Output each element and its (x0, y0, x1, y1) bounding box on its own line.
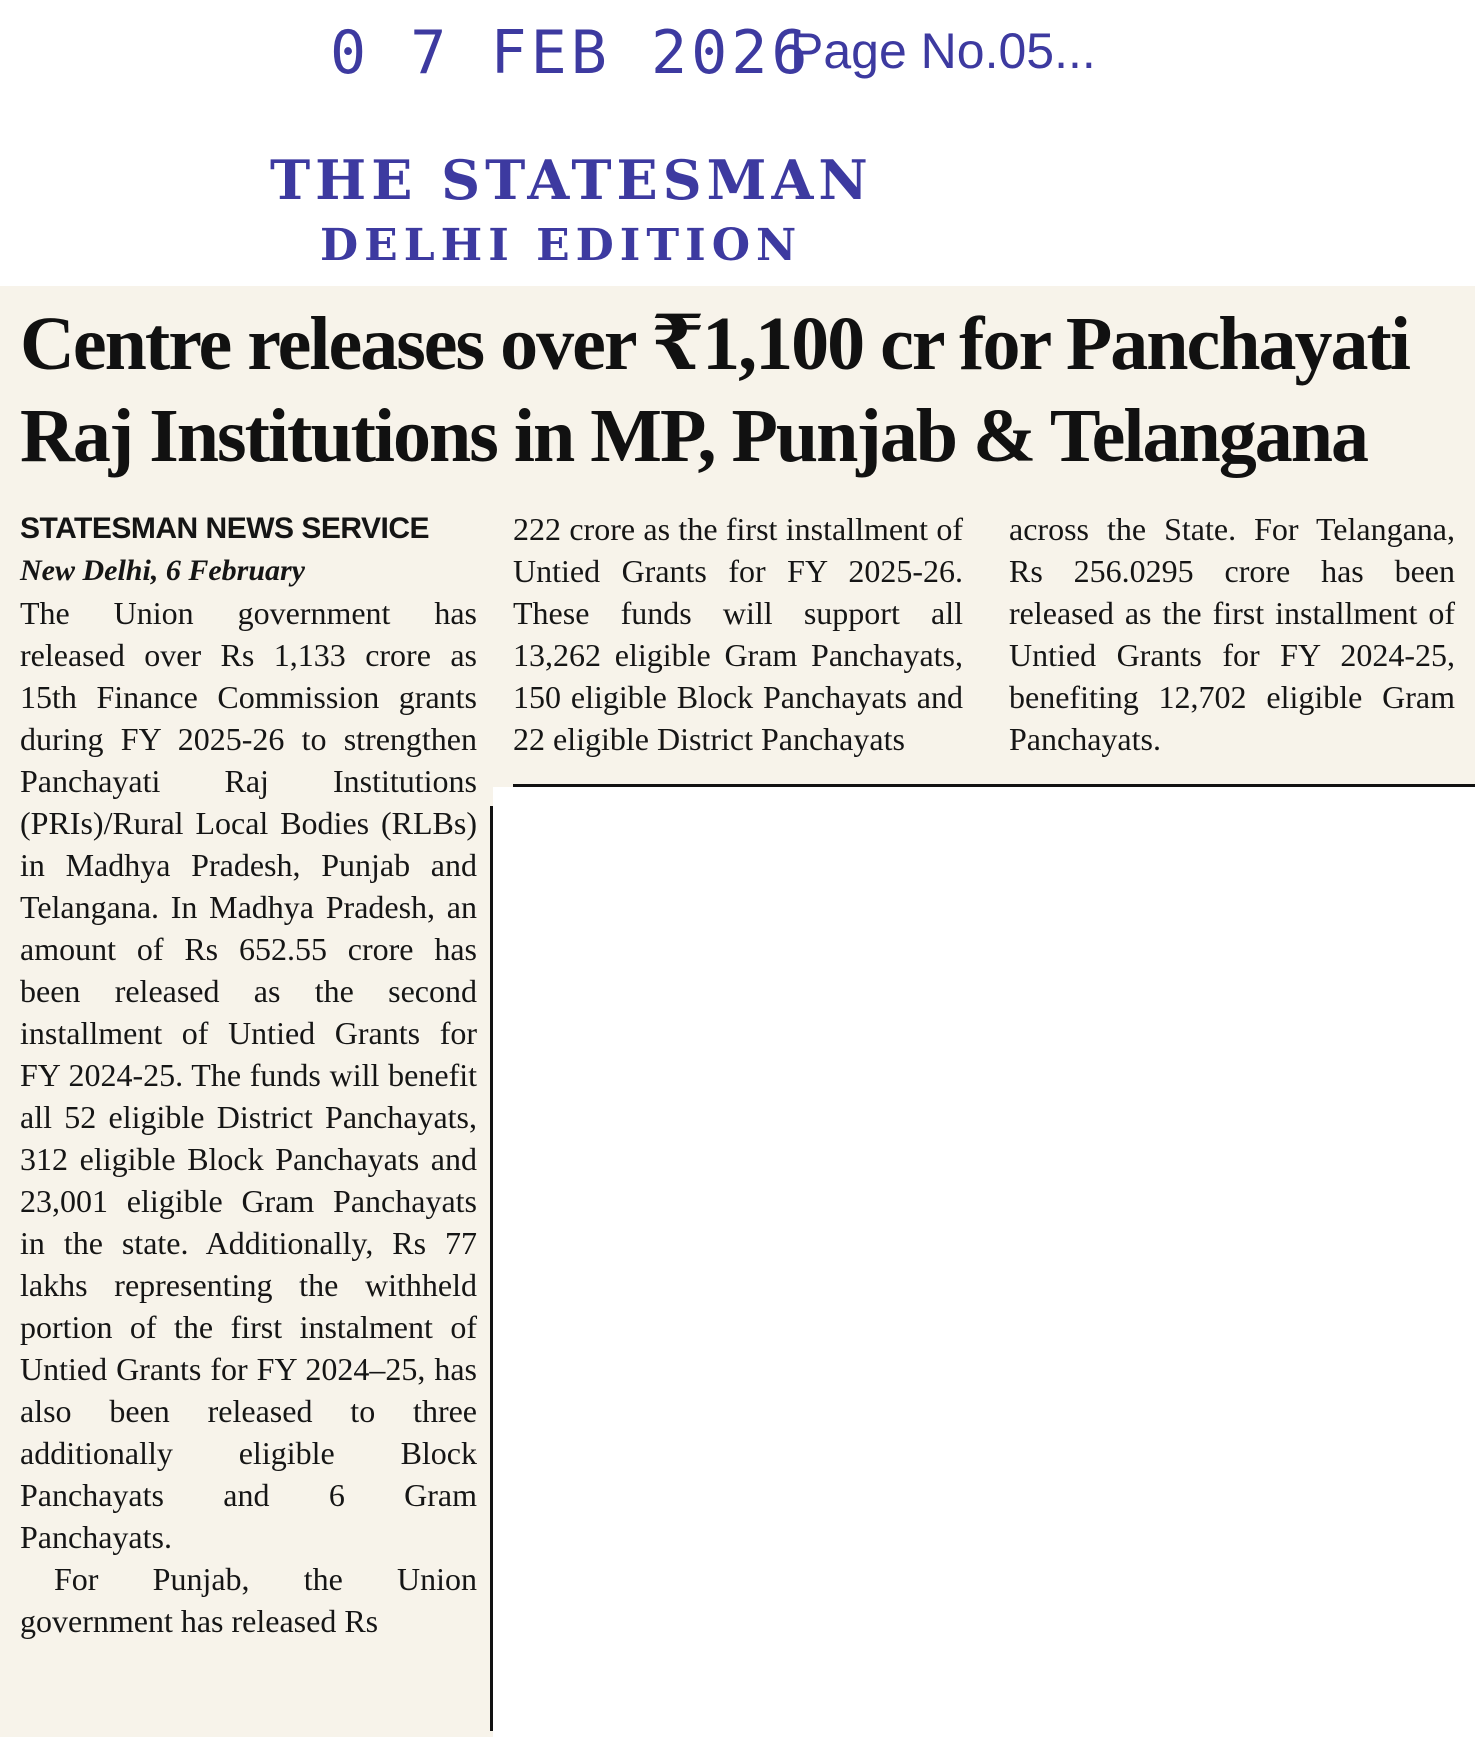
stamp-date: 0 7 FEB 2026 (330, 18, 812, 88)
vertical-rule (490, 806, 493, 1731)
article-headline: Centre releases over ₹1,100 cr for Panchayati Raj Institutions in MP, Punjab & Telangana (20, 302, 1409, 478)
article-byline: STATESMAN NEWS SERVICE (20, 512, 430, 545)
article-paragraph: 222 crore as the first installment of Untied Grants for FY 2025-26. These funds will support all 13,262 eligible Gram Panchayats, 150 eligible Block Panchayats and 22 eligible District Panchayats (513, 511, 963, 757)
article-paragraph: The Union government has released over Rs 1,133 crore as 15th Finance Commission grants during FY 2025-26 to strengthen Panchayati Raj Institutions (PRIs)/Rural Local Bodies (RLBs) in Madhya Pradesh, Punjab and Telangana. In Madhya Pradesh, an amount of Rs 652.55 crore has been released as the second installment of Untied Grants for FY 2024-25. The funds will benefit all 52 eligible District Panchayats, 312 eligible Block Panchayats and 23,001 eligible Gram Panchayats in the state. Additionally, Rs 77 lakhs representing the withheld portion of the first instalment of Untied Grants for FY 2024–25, has also been released to three additionally eligible Block Panchayats and 6 Gram Panchayats. (20, 595, 477, 1555)
article-dateline: New Delhi, 6 February (20, 554, 305, 587)
stamp-edition: DELHI EDITION (320, 220, 803, 271)
blank-area (493, 787, 1475, 1737)
article-column-1 (20, 508, 477, 1642)
article-column-2 (513, 508, 963, 760)
stamp-newspaper-name: THE STATESMAN (270, 148, 873, 212)
horizontal-rule (513, 784, 1475, 787)
stamp-page-number: Page No.05... (790, 23, 1096, 79)
article-paragraph: across the State. For Telangana, Rs 256.0295 crore has been released as the first installment of Untied Grants for FY 2024-25, benefiting 12,702 eligible Gram Panchayats. (1009, 511, 1455, 757)
newspaper-clipping (0, 286, 1475, 1737)
article-paragraph: For Punjab, the Union government has released Rs (20, 1561, 477, 1639)
article-column-3 (1009, 508, 1455, 760)
